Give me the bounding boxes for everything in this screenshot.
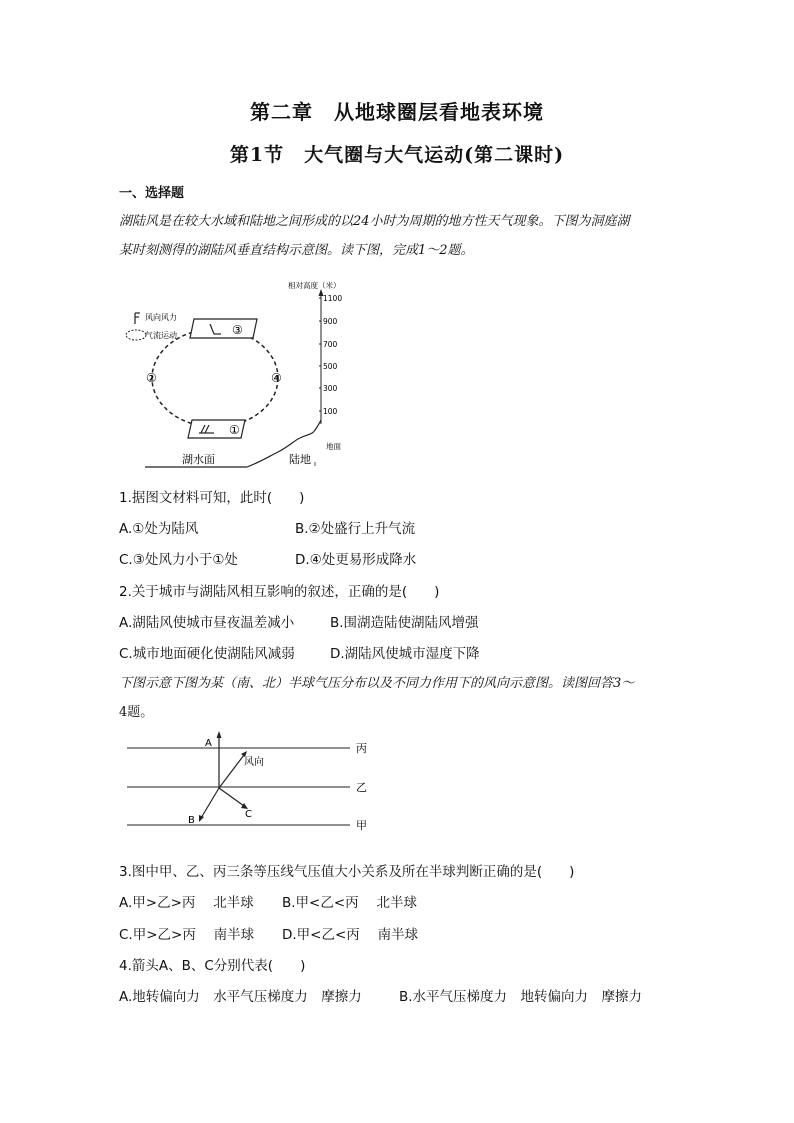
- question-2-option-b[interactable]: B.围湖造陆使湖陆风增强: [330, 615, 479, 631]
- axis-label: 相对高度（米）: [288, 281, 341, 290]
- arrow-c-label: C: [245, 809, 252, 820]
- question-1-option-b[interactable]: B.②处盛行上升气流: [295, 521, 416, 537]
- section-title: 第1节 大气圈与大气运动(第二课时): [229, 144, 565, 166]
- chapter-title: 第二章 从地球圈层看地表环境: [250, 100, 544, 124]
- upper-box: [190, 319, 257, 338]
- marker-1: ①: [229, 423, 240, 437]
- wind-arrow: [219, 755, 244, 788]
- isobar-yi-label: 乙: [356, 781, 367, 794]
- question-4-stem: 4.箭头A、B、C分别代表( ): [119, 958, 306, 974]
- question-2-stem: 2.关于城市与湖陆风相互影响的叙述，正确的是( ): [119, 584, 440, 600]
- intro-paragraph-2: [119, 669, 689, 727]
- ground-label: 地面: [326, 442, 341, 451]
- intro-line: 某时刻测得的湖陆风垂直结构示意图。读下图，完成1～2题。: [119, 243, 474, 258]
- intro-line: 湖陆风是在较大水域和陆地之间形成的以24小时为周期的地方性天气现象。下图为洞庭湖: [119, 214, 630, 229]
- question-3-stem: 3.图中甲、乙、丙三条等压线气压值大小关系及所在半球判断正确的是( ): [119, 864, 575, 880]
- question-1-option-a[interactable]: A.①处为陆风: [119, 521, 199, 537]
- lower-box: [188, 420, 245, 438]
- arrow-c: [219, 788, 244, 806]
- question-3-option-b[interactable]: B.甲<乙<丙 北半球: [282, 895, 417, 911]
- legend-flow-label: 气流运动: [145, 331, 177, 340]
- tick-700: 700: [323, 340, 338, 349]
- question-1-option-d[interactable]: D.④处更易形成降水: [295, 552, 417, 568]
- question-3-option-d[interactable]: D.甲<乙<丙 南半球: [282, 927, 419, 943]
- circulation-path: [152, 329, 278, 427]
- intro-line: 4题。: [119, 705, 154, 720]
- tick-1100: 1100: [323, 294, 343, 303]
- question-2-option-d[interactable]: D.湖陆风使城市湿度下降: [330, 646, 480, 662]
- question-3-option-c[interactable]: C.甲>乙>丙 南半球: [119, 927, 255, 943]
- isobar-force-figure: [120, 728, 380, 838]
- isobar-bing-label: 丙: [356, 742, 367, 755]
- tick-900: 900: [323, 317, 338, 326]
- lake-label: 湖水面: [182, 453, 215, 466]
- arrow-b: [201, 788, 219, 818]
- tick-100: 100: [323, 407, 338, 416]
- legend-wind-label: 风向风力: [145, 313, 177, 322]
- section-heading: 一、选择题: [119, 186, 185, 201]
- wind-label: 风向: [244, 757, 264, 768]
- question-2-option-c[interactable]: C.城市地面硬化使湖陆风减弱: [119, 646, 295, 662]
- marker-2: ②: [146, 371, 157, 385]
- question-2-option-a[interactable]: A.湖陆风使城市昼夜温差减小: [119, 615, 295, 631]
- question-3-option-a[interactable]: A.甲>乙>丙 北半球: [119, 895, 254, 911]
- isobar-jia-label: 甲: [356, 819, 367, 832]
- arrow-a-label: A: [205, 738, 212, 749]
- intro-paragraph-1: [119, 207, 689, 265]
- question-1-stem: 1.据图文材料可知，此时( ): [119, 490, 305, 506]
- tick-300: 300: [323, 384, 338, 393]
- intro-line: 下图示意下图为某（南、北）半球气压分布以及不同力作用下的风向示意图。读图回答3～: [119, 676, 635, 691]
- land-label: 陆地: [289, 453, 311, 466]
- legend-flow-icon: [126, 330, 146, 340]
- marker-4: ④: [271, 371, 282, 385]
- height-axis: [288, 280, 342, 424]
- lake-land-breeze-figure: [110, 272, 360, 472]
- tick-500: 500: [323, 362, 338, 371]
- question-4-option-b[interactable]: B.水平气压梯度力 地转偏向力 摩擦力: [399, 989, 643, 1005]
- question-1-option-c[interactable]: C.③处风力小于①处: [119, 552, 238, 568]
- arrow-b-label: B: [188, 815, 195, 826]
- question-4-option-a[interactable]: A.地转偏向力 水平气压梯度力 摩擦力: [119, 989, 362, 1005]
- legend: [126, 312, 177, 340]
- marker-3: ③: [232, 323, 243, 337]
